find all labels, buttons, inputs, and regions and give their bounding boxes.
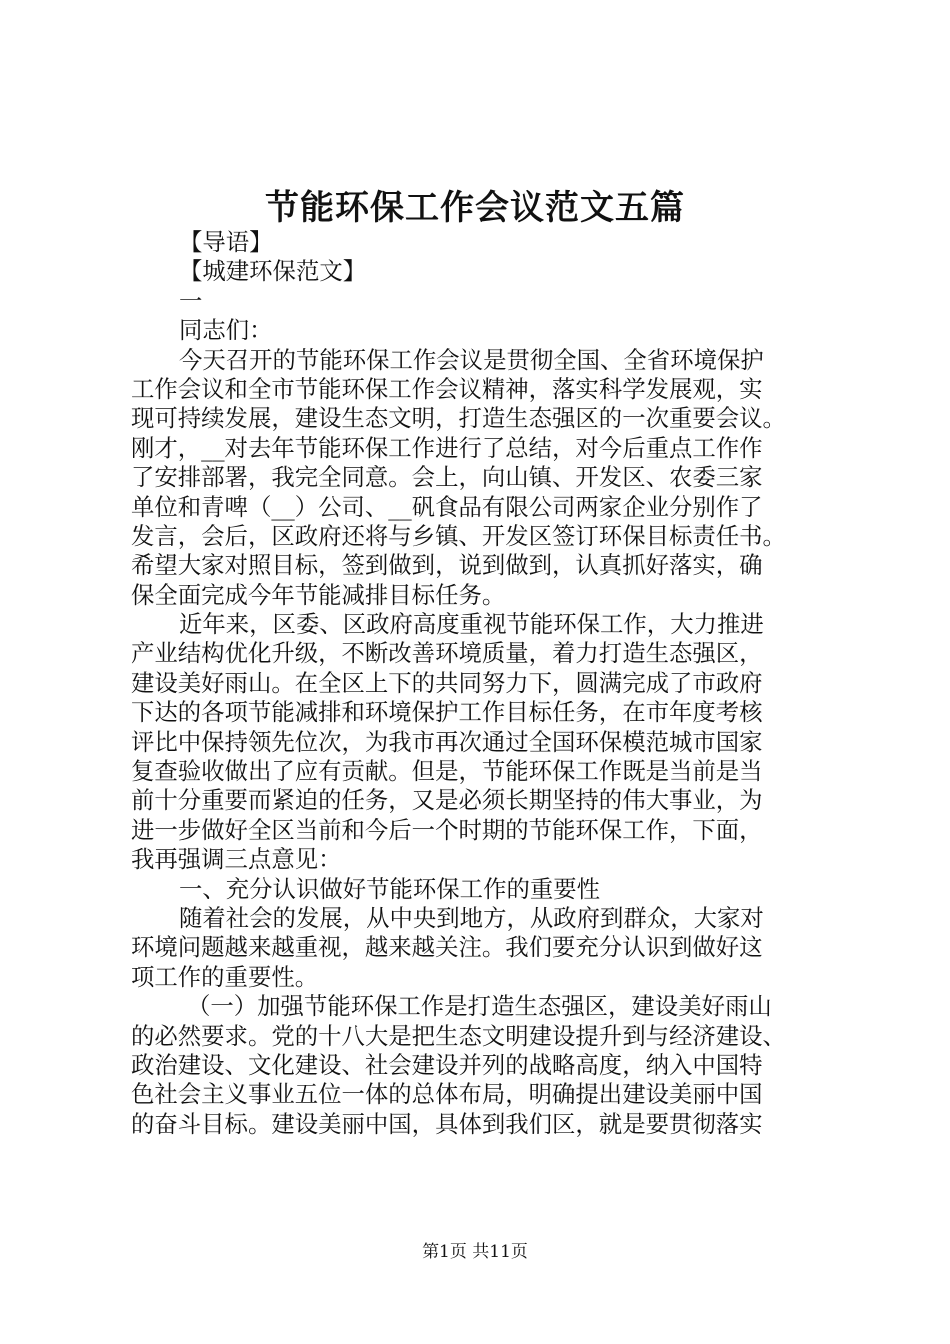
doc-line: 刚才，__对去年节能环保工作进行了总结，对今后重点工作作 — [131, 433, 763, 462]
doc-line: 进一步做好全区当前和今后一个时期的节能环保工作，下面， — [131, 815, 763, 844]
doc-line: 下达的各项节能减排和环境保护工作目标任务，在市年度考核 — [131, 698, 763, 727]
doc-line: 复查验收做出了应有贡献。但是，节能环保工作既是当前是当 — [131, 757, 763, 786]
doc-line: 【城建环保范文】 — [179, 257, 367, 286]
doc-line: 政治建设、文化建设、社会建设并列的战略高度，纳入中国特 — [131, 1050, 763, 1079]
doc-line: 发言，会后，区政府还将与乡镇、开发区签订环保目标责任书。 — [131, 521, 786, 550]
doc-line: 评比中保持领先位次，为我市再次通过全国环保模范城市国家 — [131, 727, 763, 756]
doc-line: 随着社会的发展，从中央到地方，从政府到群众，大家对 — [179, 903, 764, 932]
doc-line: 一 — [179, 286, 203, 315]
doc-line: 了安排部署，我完全同意。会上，向山镇、开发区、农委三家 — [131, 463, 763, 492]
doc-line: 工作会议和全市节能环保工作会议精神，落实科学发展观，实 — [131, 374, 763, 403]
doc-line: 我再强调三点意见： — [131, 845, 342, 874]
doc-line: 前十分重要而紧迫的任务，又是必须长期坚持的伟大事业，为 — [131, 786, 763, 815]
doc-line: 产业结构优化升级，不断改善环境质量，着力打造生态强区， — [131, 639, 763, 668]
section-heading: 一、充分认识做好节能环保工作的重要性 — [179, 874, 601, 903]
doc-line: 现可持续发展，建设生态文明，打造生态强区的一次重要会议。 — [131, 404, 786, 433]
doc-line: 【导语】 — [179, 228, 273, 256]
doc-line: 希望大家对照目标，签到做到，说到做到，认真抓好落实，确 — [131, 551, 763, 580]
page-footer: 第1页 共11页 — [422, 1242, 528, 1262]
doc-line: 环境问题越来越重视，越来越关注。我们要充分认识到做好这 — [131, 933, 763, 962]
doc-line: 保全面完成今年节能减排目标任务。 — [131, 580, 506, 609]
doc-line: （一）加强节能环保工作是打造生态强区，建设美好雨山 — [187, 992, 772, 1021]
page-title: 节能环保工作会议范文五篇 — [265, 188, 685, 228]
doc-line: 色社会主义事业五位一体的总体布局，明确提出建设美丽中国 — [131, 1080, 763, 1109]
doc-line: 建设美好雨山。在全区上下的共同努力下，圆满完成了市政府 — [131, 668, 763, 697]
doc-line: 今天召开的节能环保工作会议是贯彻全国、全省环境保护 — [179, 345, 764, 374]
doc-line: 的奋斗目标。建设美丽中国，具体到我们区，就是要贯彻落实 — [131, 1109, 763, 1138]
doc-line: 的必然要求。党的十八大是把生态文明建设提升到与经济建设、 — [131, 1021, 786, 1050]
doc-line: 近年来，区委、区政府高度重视节能环保工作，大力推进 — [179, 610, 764, 639]
doc-line: 项工作的重要性。 — [131, 962, 319, 991]
document-body — [131, 228, 831, 1139]
doc-line: 同志们： — [179, 316, 273, 345]
doc-line: 单位和青啤（__）公司、__矾食品有限公司两家企业分别作了 — [131, 492, 763, 521]
